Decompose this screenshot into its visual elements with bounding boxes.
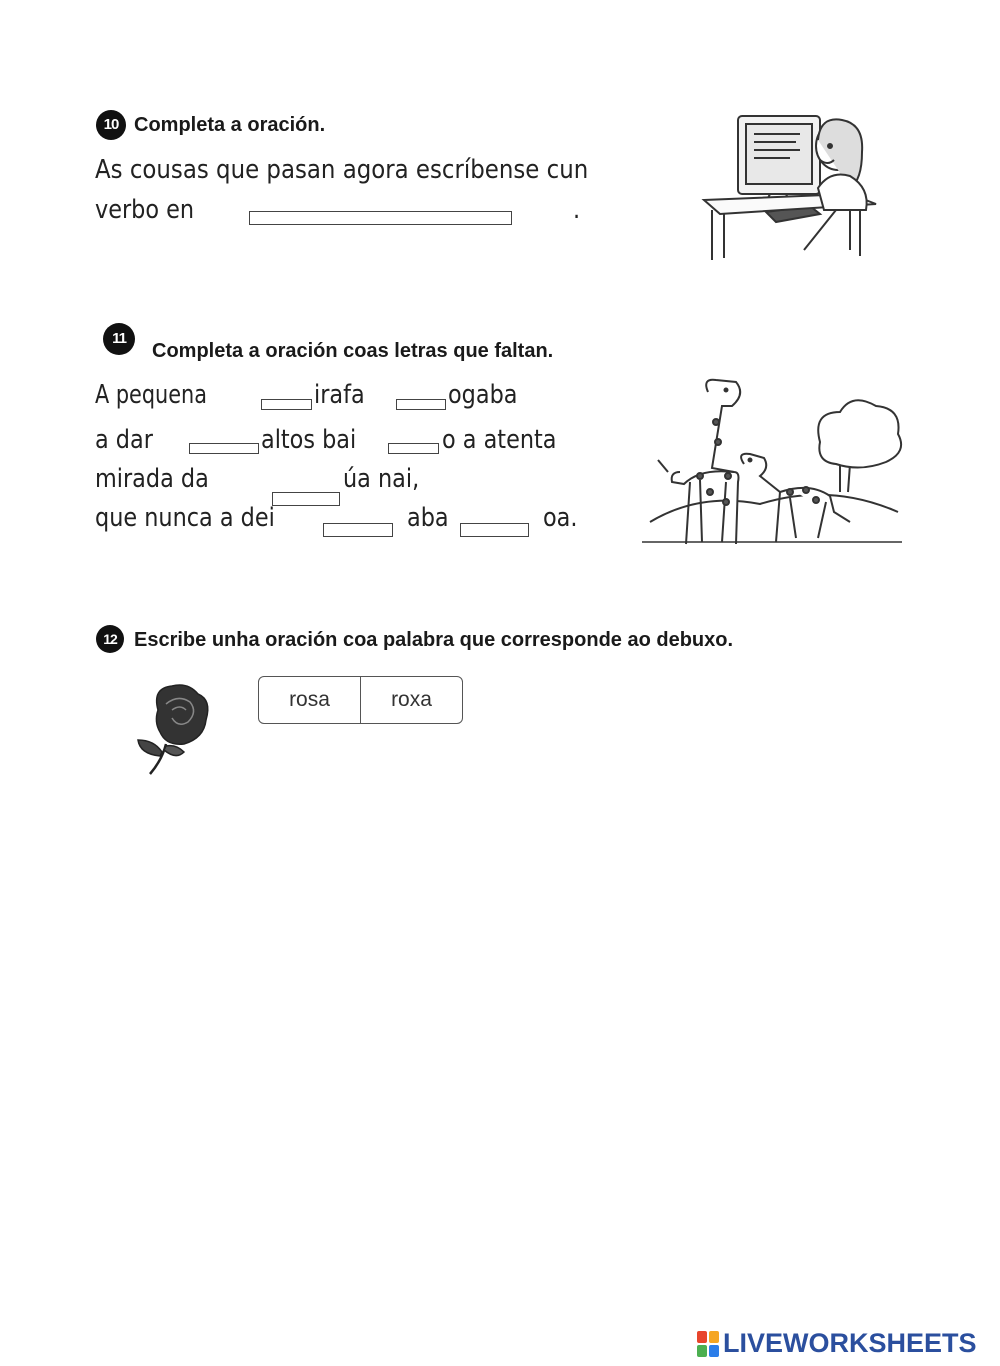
sentence-word: ogaba [448, 380, 518, 410]
rose-icon [132, 680, 218, 778]
letter-input[interactable] [272, 492, 340, 506]
sentence-word: úa nai, [343, 464, 420, 494]
letter-input[interactable] [323, 523, 393, 537]
exercise-number: 10 [103, 116, 119, 133]
answer-input[interactable] [249, 211, 512, 225]
letter-input[interactable] [396, 399, 446, 410]
word-options-box [258, 676, 463, 724]
sentence-word: o a atenta [442, 425, 557, 455]
girl-at-computer-illustration [700, 110, 880, 262]
logo-text: LIVEWORKSHEETS [723, 1328, 977, 1358]
sentence-word: oa. [543, 503, 578, 533]
sentence-word: a dar [95, 425, 153, 455]
letter-input[interactable] [261, 399, 312, 410]
exercise-heading: Completa a oración. [134, 114, 326, 136]
giraffes-illustration [640, 372, 910, 552]
exercise-heading: Escribe unha oración coa palabra que corresponde ao debuxo. [134, 629, 734, 651]
sentence-word: irafa [314, 380, 365, 410]
word-option-rosa[interactable]: rosa [289, 688, 330, 711]
sentence-line: verbo en [95, 195, 195, 225]
sentence-word: aba [407, 503, 449, 533]
letter-input[interactable] [388, 443, 439, 454]
sentence-word: A pequena [95, 380, 207, 410]
sentence-punctuation: . [573, 195, 581, 225]
liveworksheets-logo [697, 1328, 977, 1359]
exercise-number-badge [96, 110, 126, 140]
sentence-word: mirada da [95, 464, 209, 494]
exercise-number-badge [103, 323, 135, 355]
word-option-roxa[interactable]: roxa [360, 677, 462, 723]
exercise-number-badge [96, 625, 124, 653]
exercise-number: 11 [112, 330, 126, 347]
exercise-number: 12 [103, 631, 117, 647]
sentence-line: As cousas que pasan agora escríbense cun [95, 155, 589, 185]
logo-mark-icon [697, 1331, 719, 1357]
letter-input[interactable] [460, 523, 529, 537]
exercise-heading: Completa a oración coas letras que faltan. [152, 340, 554, 362]
letter-input[interactable] [189, 443, 259, 454]
sentence-word: altos bai [261, 425, 357, 455]
sentence-word: que nunca a dei [95, 503, 275, 533]
